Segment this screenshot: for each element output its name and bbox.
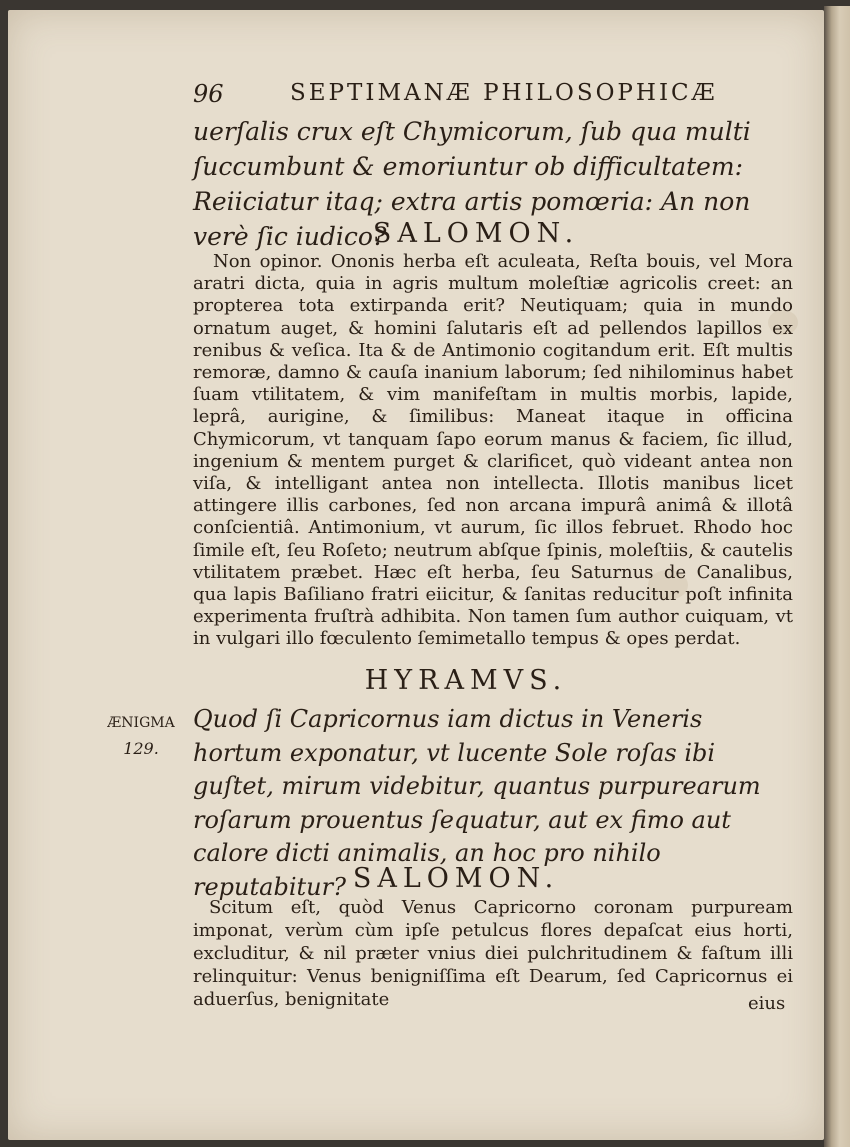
margin-note (96, 710, 186, 762)
margin-note-label: ÆNIGMA (107, 715, 175, 731)
catchword: eius (748, 993, 786, 1014)
opening-italic-passage: uerſalis crux eſt Chymicorum, ſub qua multi ſuccumbunt & emoriuntur ob difficultatem: Reiiciatur itaq; extra artis pomœria: An non verè ſic iudico? (193, 117, 751, 251)
paragraph-text: Scitum eſt, quòd Venus Capricorno coronam purpuream imponat, verùm cùm ipſe petulcus flores depaſcat eius horti, excluditur, & nil præter vnius diei pulchritudinem & faſtum illi relinquitur: Venus benigniſſima eſt Dearum, ſed Capricornus ei aduerſus, benignitate (193, 897, 793, 1010)
book-edge (824, 6, 850, 1147)
hyramus-italic-passage: Quod ſi Capricornus iam dictus in Veneris hortum exponatur, vt lucente Sole roſas ibi guſtet, mirum videbitur, quantus purpurearum roſarum prouentus ſequatur, aut ex fimo aut calore dicti animalis, an hoc pro nihilo reputabitur? (193, 705, 761, 901)
page-number: 96 (193, 80, 224, 108)
margin-note-number: 129. (123, 739, 159, 758)
speaker-heading-salomon-2: SALOMON. (352, 863, 560, 894)
speaker-heading-salomon: SALOMON. (372, 218, 580, 249)
paragraph-text: Non opinor. Ononis herba eſt aculeata, Reſta bouis, vel Mora aratri dicta, quia in agris multum moleſtiæ agricolis creet: an propterea tota extirpanda erit? Neutiquam; quia in mundo ornatum auget, & homini ſalutaris eſt ad pellendos lapillos ex renibus & veſica. Ita & de Antimonio cogitandum erit. Eſt multis remoræ, damno & cauſa inanium laborum; ſed nihilominus habet ſuam vtilitatem, & vim manifeſtam in multis morbis, lapide, leprâ, aurigine, & ſimilibus: Maneat itaque in officina Chymicorum, vt tanquam ſapo eorum manus & faciem, ſic illud, ingenium & mentem purget & clarificet, quò videant antea non viſa, & intelligant antea non intellecta. Illotis manibus licet attingere illis carbones, ſed non arcana impurâ animâ & illotâ conſcientiâ. Antimonium, vt aurum, ſic illos februet. Rhodo hoc ſimile eſt, ſeu Roſeto; neutrum abſque ſpinis, moleſtiis, & cautelis vtilitatem præbet. Hæc eſt herba, ſeu Saturnus de Canalibus, qua lapis Baſiliano fratri eiicitur, & ſanitas reducitur poſt infinita experimenta fruſtrà adhibita. Non tamen ſum author cuiquam, vt in vulgari illo fœculento ſemimetallo tempus & opes perdat. (193, 251, 793, 650)
salomon-passage-1 (193, 251, 793, 651)
salomon-passage-2 (193, 896, 793, 1011)
running-title: SEPTIMANÆ PHILOSOPHICÆ (290, 80, 718, 106)
book-page (8, 10, 824, 1140)
speaker-heading-hyramus: HYRAMVS. (364, 665, 568, 696)
